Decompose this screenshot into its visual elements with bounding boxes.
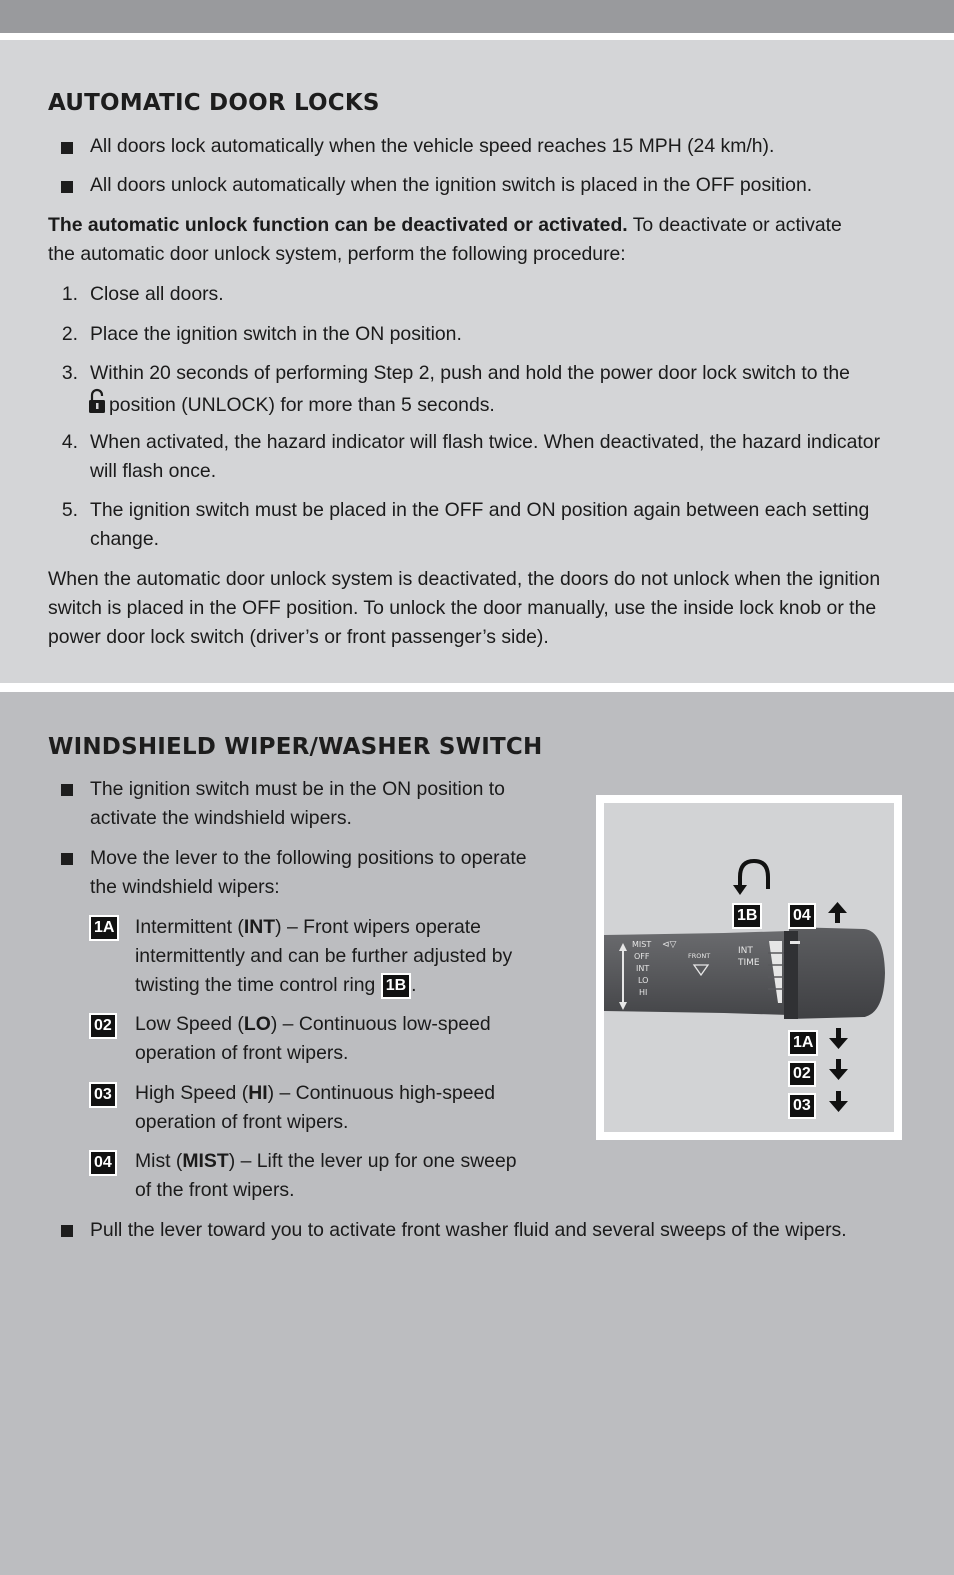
wiper-symbol-icon: ⊲▽ (662, 940, 677, 950)
step-text: Place the ignition switch in the ON position. (90, 323, 462, 345)
closing-line: switch is placed in the OFF position. To unlock the door manually, use the inside lock knob or the (48, 597, 877, 619)
step-text: position (UNLOCK) for more than 5 seconds. (109, 394, 495, 416)
step-text: The ignition switch must be placed in the OFF and ON position again between each setting (90, 499, 870, 521)
bullet-text: activate the windshield wipers. (90, 807, 352, 829)
position-label: Mist ( (135, 1150, 183, 1172)
position-label: High Speed ( (135, 1082, 249, 1104)
step-number: 4. (61, 431, 78, 453)
intro-text: To deactivate or activate (627, 214, 842, 236)
section-title: AUTOMATIC DOOR LOCKS (48, 90, 380, 116)
position-desc: twisting the time control ring (135, 974, 381, 996)
step-number: 5. (61, 499, 78, 521)
lever-label-hi: HI (639, 988, 648, 997)
bullet-marker (61, 853, 73, 865)
position-label: Low Speed ( (135, 1013, 244, 1035)
bullet-text: Move the lever to the following positions to operate (90, 847, 527, 869)
inline-badge: 1B (381, 973, 411, 999)
position-text (135, 1010, 491, 1039)
position-text-line2: operation of front wipers. (135, 1042, 349, 1064)
position-text-line2: operation of front wipers. (135, 1111, 349, 1133)
position-desc: ) – Continuous low-speed (270, 1013, 491, 1035)
intro-text: the automatic door unlock system, perform the following procedure: (48, 243, 626, 265)
closing-line: power door lock switch (driver’s or front passenger’s side). (48, 626, 549, 648)
position-text-line2: intermittently and can be further adjusted by (135, 945, 513, 967)
position-text-line3 (135, 971, 417, 1000)
position-code: MIST (182, 1150, 229, 1172)
step-text-line2: will flash once. (90, 460, 217, 482)
step-number: 1. (61, 283, 78, 305)
position-code: INT (243, 916, 276, 938)
top-bar (0, 0, 954, 33)
callout-1b: 1B (732, 903, 762, 929)
bullet-marker (61, 181, 73, 193)
position-text (135, 1079, 495, 1108)
position-badge: 1A (89, 915, 119, 941)
step-text-line2: change. (90, 528, 160, 550)
step-number: 2. (61, 323, 78, 345)
position-desc: ) – Front wipers operate (275, 916, 481, 938)
intro-paragraph (48, 211, 842, 269)
step-number: 3. (61, 362, 78, 384)
bullet-text: the windshield wipers: (90, 876, 280, 898)
position-code: HI (248, 1082, 268, 1104)
twist-arrow-head (733, 885, 747, 895)
bullet-text: Pull the lever toward you to activate front washer fluid and several sweeps of the wipers. (90, 1219, 847, 1241)
position-text (135, 913, 481, 942)
lever-label-off: OFF (634, 952, 650, 961)
bullet-text: All doors unlock automatically when the ignition switch is placed in the OFF position. (90, 174, 813, 196)
bullet-text: The ignition switch must be in the ON position to (90, 778, 505, 800)
step-text: When activated, the hazard indicator will flash twice. When deactivated, the hazard indicator (90, 431, 881, 453)
wiper-lever-illustration (604, 803, 894, 1132)
section-title: WINDSHIELD WIPER/WASHER SWITCH (48, 734, 543, 760)
callout-02: 02 (788, 1061, 816, 1087)
step-text: Close all doors. (90, 283, 224, 305)
lever-label-front: FRONT (688, 952, 711, 960)
time-ring (784, 931, 798, 1019)
step-text: Within 20 seconds of performing Step 2, push and hold the power door lock switch to the (90, 362, 850, 384)
position-code: LO (243, 1013, 271, 1035)
callout-04: 04 (788, 903, 816, 929)
intro-bold: The automatic unlock function can be deactivated or activated. (48, 214, 628, 236)
bullet-marker (61, 142, 73, 154)
int-time-label: TIME (738, 958, 760, 968)
ring-marker (790, 941, 800, 944)
bullet-marker (61, 784, 73, 796)
callout-03: 03 (788, 1093, 816, 1119)
callout-1a: 1A (788, 1030, 818, 1056)
bullet-marker (61, 1225, 73, 1237)
position-badge: 04 (89, 1150, 117, 1176)
wiper-lever-figure (596, 795, 902, 1140)
position-text (135, 1147, 517, 1176)
position-label: Intermittent ( (135, 916, 244, 938)
lever-label-lo: LO (638, 976, 649, 985)
lever-label-int: INT (636, 964, 650, 973)
position-desc: ) – Lift the lever up for one sweep (228, 1150, 517, 1172)
position-badge: 02 (89, 1013, 117, 1039)
step-text-line2 (88, 388, 495, 420)
bullet-text: All doors lock automatically when the vehicle speed reaches 15 MPH (24 km/h). (90, 135, 775, 157)
int-time-label: INT (738, 946, 753, 956)
lever-knob (789, 927, 885, 1019)
door-locks-section (0, 40, 954, 683)
position-desc: ) – Continuous high-speed (267, 1082, 496, 1104)
position-badge: 03 (89, 1082, 117, 1108)
figure-panel (604, 803, 894, 1132)
unlock-icon (88, 388, 107, 414)
lever-label-mist: MIST (632, 940, 652, 949)
position-text-line2: of the front wipers. (135, 1179, 295, 1201)
closing-line: When the automatic door unlock system is deactivated, the doors do not unlock when the ignition (48, 568, 881, 590)
punctuation: . (411, 974, 417, 996)
